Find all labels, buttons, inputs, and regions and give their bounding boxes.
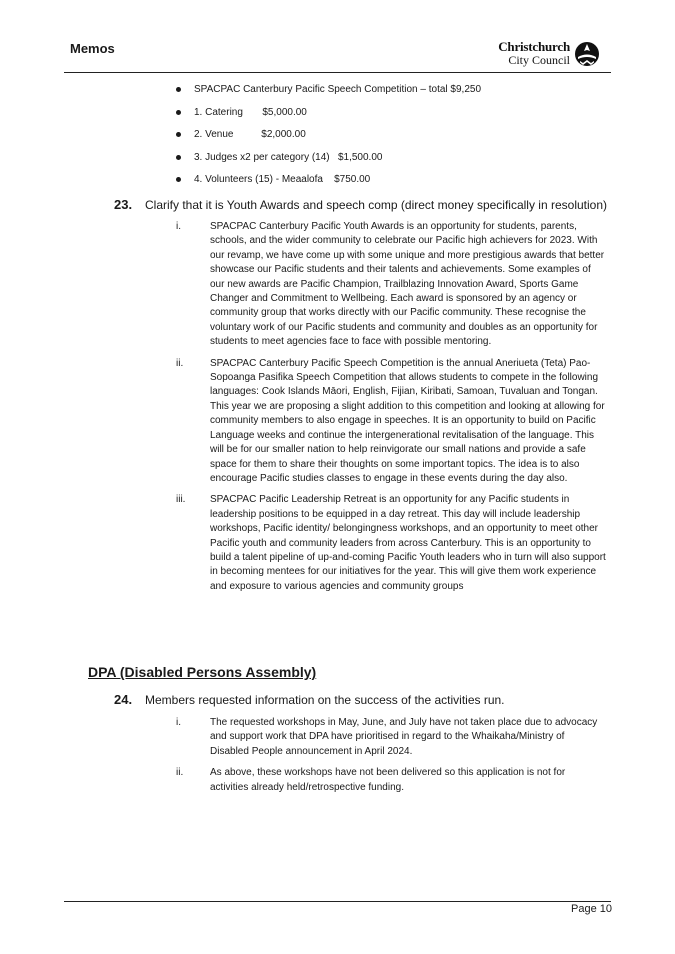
footer-divider [64,901,611,902]
numbered-point-24 [114,692,505,707]
roman-numeral: i. [176,221,181,232]
logo-wordmark [498,40,570,67]
sub-item-text: SPACPAC Pacific Leadership Retreat is an opportunity for any Pacific students in leadership positions to be equipped in a day retreat. This day will include leadership workshops, Pacific identity/ belongingness workshops, and an opportunity to meet other Pacific youth and community leaders from across Canterbury. This is an opportunity to build a talent pipeline of up-and-coming Pacific Youth leaders who in turn will also support in becoming mentees for our initiatives for the year. This will give them work experience and exposure to various agencies and community groups [210,494,606,592]
sub-item-text: As above, these workshops have not been delivered so this application is not for activities already held/retrospective funding. [210,767,566,793]
list-item: 1. Catering $5,000.00 [174,106,481,129]
sub-item [176,220,606,350]
point-23-sublist [176,220,606,601]
section-heading: DPA (Disabled Persons Assembly) [88,664,317,680]
header-divider [64,72,611,73]
budget-bullet-list [174,83,481,196]
point-24-sublist [176,716,606,802]
sub-item-text: SPACPAC Canterbury Pacific Youth Awards is an opportunity for students, parents, schools, and the wider community to celebrate our Pacific high achievers for 2023. With our revamp, we have come up with some unique and more prestigious awards that better showcase our Pacific students and their talents and achievements. Some examples of our new awards are Pacific Champion, Trailblazing Innovation Award, Sports Game Changer and Commitment to Wellbeing. Each award is sponsored by an agency or community group that works directly with our Pacific community. These recognise the voluntary work of our Pacific students and community and doubles as an opportunity for students to meet agencies face to face with possible mentoring. [210,221,605,348]
sub-item [176,357,606,487]
point-text: Members requested information on the success of the activities run. [145,693,505,707]
numbered-point-23 [114,197,607,212]
logo-line-2: City Council [508,53,570,67]
page-number: Page 10 [571,903,612,915]
point-text: Clarify that it is Youth Awards and speech comp (direct money specifically in resolution) [145,198,608,212]
cathedral-emblem-icon [574,41,600,67]
sub-item-text: SPACPAC Canterbury Pacific Speech Competition is the annual Aneriueta (Teta) Pao-Sopoanga Pasifika Speech Competition that allows students to compete in the following languages: Cook Islands Māori, English, Fijian, Kiribati, Samoan, Tuvaluan and Tongan. This year we are proposing a slight addition to this competition and looking at allowing for community members to also engage in speeches. It is an opportunity to build on Pacific Language weeks and continue the intergenerational revitalisation of the language. This will be for our smaller nation to help reinvigorate our small nations and provide a safe space for them to share their thoughts on some important topics. The idea is to also encourage Pacific studies classes to engage in these events during the day also. [210,357,605,484]
list-item: 3. Judges x2 per category (14) $1,500.00 [174,151,481,174]
roman-numeral: ii. [176,357,184,369]
council-logo [494,40,604,72]
sub-item [176,766,606,795]
list-item: 2. Venue $2,000.00 [174,128,481,151]
sub-item [176,493,606,594]
point-number: 24. [114,692,133,707]
point-number: 23. [114,197,133,212]
list-item: 4. Volunteers (15) - Meaalofa $750.00 [174,173,481,196]
list-item: SPACPAC Canterbury Pacific Speech Competition – total $9,250 [174,83,481,106]
roman-numeral: i. [176,717,181,728]
roman-numeral: iii. [176,494,186,506]
logo-line-1: Christchurch [498,39,570,54]
sub-item [176,716,606,759]
sub-item-text: The requested workshops in May, June, and July have not taken place due to advocacy and support work that DPA have prioritised in regard to the Whaikaha/Ministry of Disabled People announcement in April 2024. [210,717,598,757]
roman-numeral: ii. [176,767,184,779]
document-header-label: Memos [70,41,115,56]
